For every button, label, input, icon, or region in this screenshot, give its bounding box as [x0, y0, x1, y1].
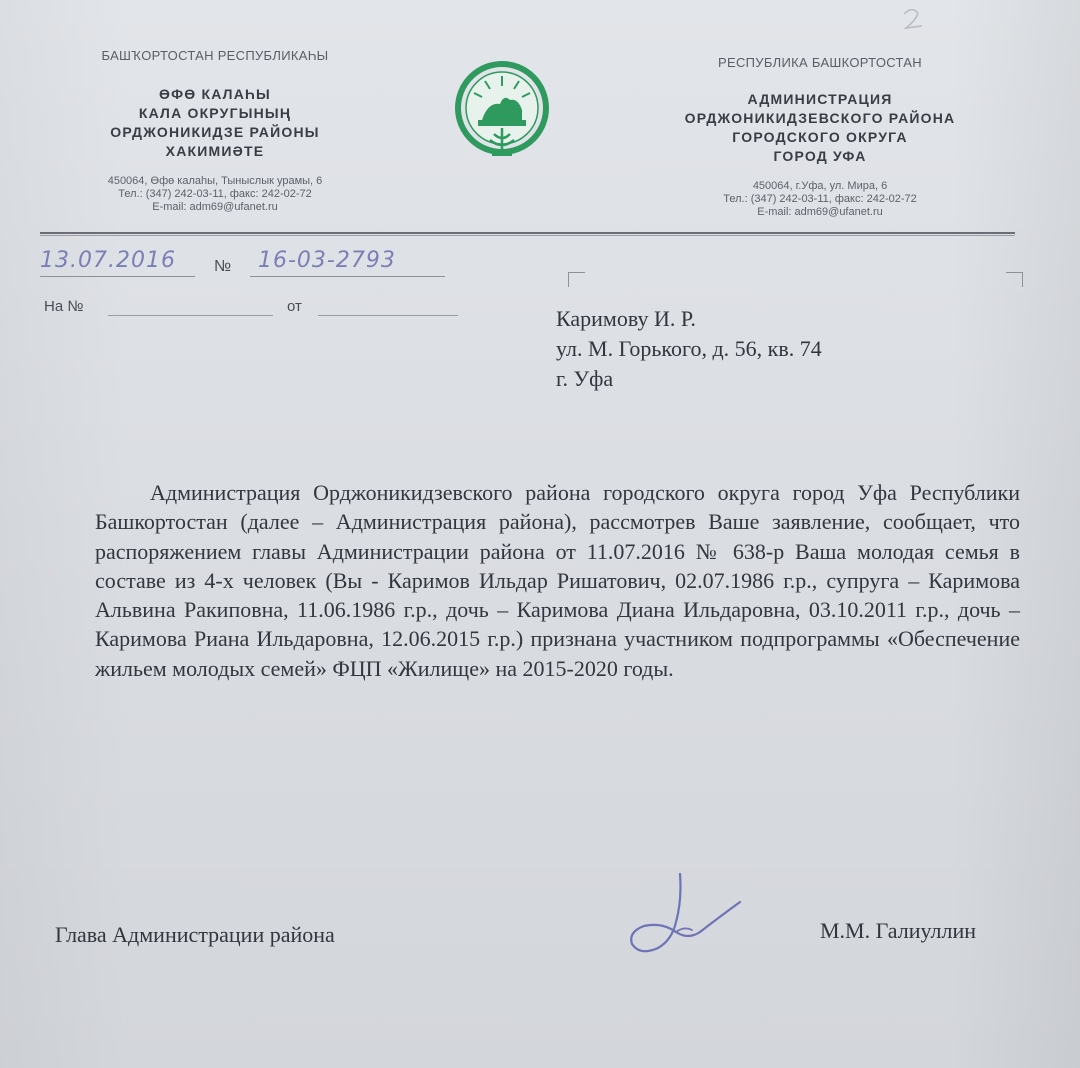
addressee-street: ул. М. Горького, д. 56, кв. 74 [556, 336, 822, 361]
header-divider-thin [40, 235, 1015, 236]
number-label: № [214, 258, 232, 275]
republic-name-bashkir: БАШҠОРТОСТАН РЕСПУБЛИКАҺЫ [101, 48, 329, 63]
org-name-bashkir [40, 85, 390, 161]
org-line: ӨФӨ КАЛАҺЫ [159, 86, 271, 102]
email-bashkir: E-mail: adm69@ufanet.ru [152, 201, 278, 213]
signatory-name: М.М. Галиуллин [820, 918, 977, 943]
org-name-russian [630, 90, 1010, 166]
phone-russian: Тел.: (347) 242-03-11, факс: 242-02-72 [723, 193, 917, 205]
address-russian: 450064, г.Уфа, ул. Мира, 6 [752, 180, 888, 192]
registration-date: 13.07.2016 [40, 248, 176, 273]
address-bashkir: 450064, Өфө калаһы, Тыныслык урамы, 6 [107, 175, 323, 187]
from-label: от [287, 298, 302, 315]
org-line: ГОРОД УФА [773, 148, 867, 164]
org-line: ОРДЖОНИКИДЗЕВСКОГО РАЙОНА [684, 110, 956, 126]
addressee-name: Каримову И. Р. [556, 306, 696, 331]
pencil-mark [898, 4, 928, 34]
org-line: АДМИНИСТРАЦИЯ [747, 91, 893, 107]
bashkortostan-emblem-icon [452, 58, 552, 160]
letter-body: Администрация Орджоникидзевского района городского округа город Уфа Республики Башкортостан (далее – Администрация района), рассмотрев Ваше заявление, сообщает, что распоряжением главы Администрации района от 11.07.2016 № 638-р Ваша молодая семья в составе из 4-х человек (Вы - Каримов Ильдар Ришатович, 02.07.1986 г.р., супруга – Каримова Альвина Ракиповна, 11.06.1986 г.р., дочь – Каримова Диана Ильдаровна, 03.10.2011 г.р., дочь – Каримова Риана Ильдаровна, 12.06.2015 г.р.) признана участником подпрограммы «Обеспечение жильем молодых семей» ФЦП «Жилище» на 2015-2020 годы. [95, 480, 1020, 681]
org-line: ХАКИМИӘТЕ [165, 143, 265, 159]
handwritten-signature [618, 860, 758, 960]
from-underline [318, 315, 458, 316]
org-line: ГОРОДСКОГО ОКРУГА [732, 129, 908, 145]
number-underline [250, 276, 445, 277]
header-russian [630, 55, 1010, 219]
reference-underline [108, 315, 273, 316]
signatory-title: Глава Администрации района [55, 922, 335, 947]
email-russian: E-mail: adm69@ufanet.ru [757, 206, 883, 218]
address-corner-right [1006, 272, 1023, 287]
org-line: ОРДЖОНИКИДЗЕ РАЙОНЫ [110, 124, 320, 140]
addressee-block [556, 304, 822, 394]
republic-name-russian: РЕСПУБЛИКА БАШКОРТОСТАН [718, 55, 922, 70]
phone-bashkir: Тел.: (347) 242-03-11, факс: 242-02-72 [118, 188, 312, 200]
org-line: КАЛА ОКРУГЫНЫҢ [138, 105, 292, 121]
registration-number: 16-03-2793 [258, 248, 396, 273]
date-underline [40, 276, 195, 277]
addressee-city: г. Уфа [556, 366, 614, 391]
address-corner-left [568, 272, 585, 287]
header-divider [40, 232, 1015, 234]
reference-label: На № [44, 298, 84, 315]
header-bashkir [40, 48, 390, 214]
